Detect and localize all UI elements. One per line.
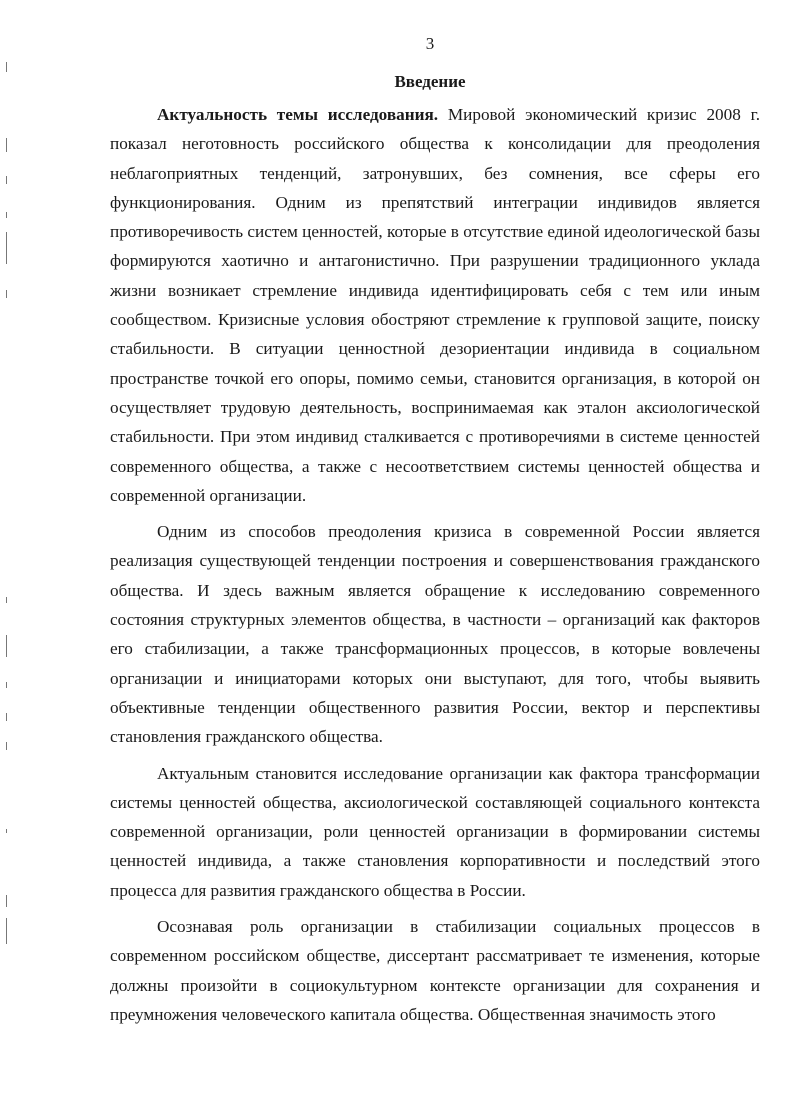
section-heading: Введение [394,72,466,91]
scan-mark [6,829,7,833]
scan-mark [6,713,7,721]
scan-mark [6,212,7,218]
scan-mark [6,62,7,72]
scan-mark [6,232,7,264]
paragraph: Осознавая роль организации в стабилизации социальных процессов в современном российском обществе, диссертант рассматривает те изменения, которые должны произойти в социокультурном контексте организации для сохранения и преумножения человеческого капитала общества. Общественная значимость этого [110,917,760,1024]
paragraph: Одним из способов преодоления кризиса в современной России является реализация существующей тенденции построения и совершенствования гражданского общества. И здесь важным является обращение к исследованию современного состояния структурных элементов общества, в частности – организаций как факторов его стабилизации, а также трансформационных процессов, в которые вовлечены организации и инициаторами которых они выступают, для того, чтобы выявить объективные тенденции общественного развития России, вектор и перспективы становления гражданского общества. [110,522,760,747]
paragraph-text: Мировой экономический кризис 2008 г. показал неготовность российского общества к консолидации для преодоления неблагоприятных тенденций, затронувших, без сомнения, все сферы его функционирования. Одним из препятствий интеграции индивидов является противоречивость систем ценностей, которые в отсутствие единой идеологической базы формируются хаотично и антагонистично. При разрушении традиционного уклада жизни возникает стремление индивида идентифицировать себя с тем или иным сообществом. Кризисные условия обостряют стремление к групповой защите, поиску стабильности. В ситуации ценностной дезориентации индивида в социальном пространстве точкой его опоры, помимо семьи, становится организация, в которой он осуществляет трудовую деятельность, воспринимаемая как эталон аксиологической стабильности. При этом индивид сталкивается с противоречиями в системе ценностей современного общества, а также с несоответствием системы ценностей общества и современной организации. [110,105,760,505]
scan-mark [6,635,7,657]
scan-mark [6,918,7,944]
scan-mark [6,682,7,688]
page-number: 3 [425,34,435,53]
body-text [110,100,760,1029]
scan-mark [6,742,7,750]
scan-mark [6,176,7,184]
paragraph-lead: Актуальность темы исследования. [157,105,439,124]
scan-mark [6,290,7,298]
scan-mark [6,895,7,907]
paragraph: Актуальным становится исследование организации как фактора трансформации системы ценностей общества, аксиологической составляющей социального контекста современной организации, роли ценностей организации в формировании системы ценностей индивида, а также становления корпоративности и последствий этого процесса для развития гражданского общества в России. [110,763,760,900]
scan-margin-marks [0,0,14,1096]
paragraph [110,100,760,510]
scan-mark [6,138,7,152]
scan-mark [6,597,7,603]
